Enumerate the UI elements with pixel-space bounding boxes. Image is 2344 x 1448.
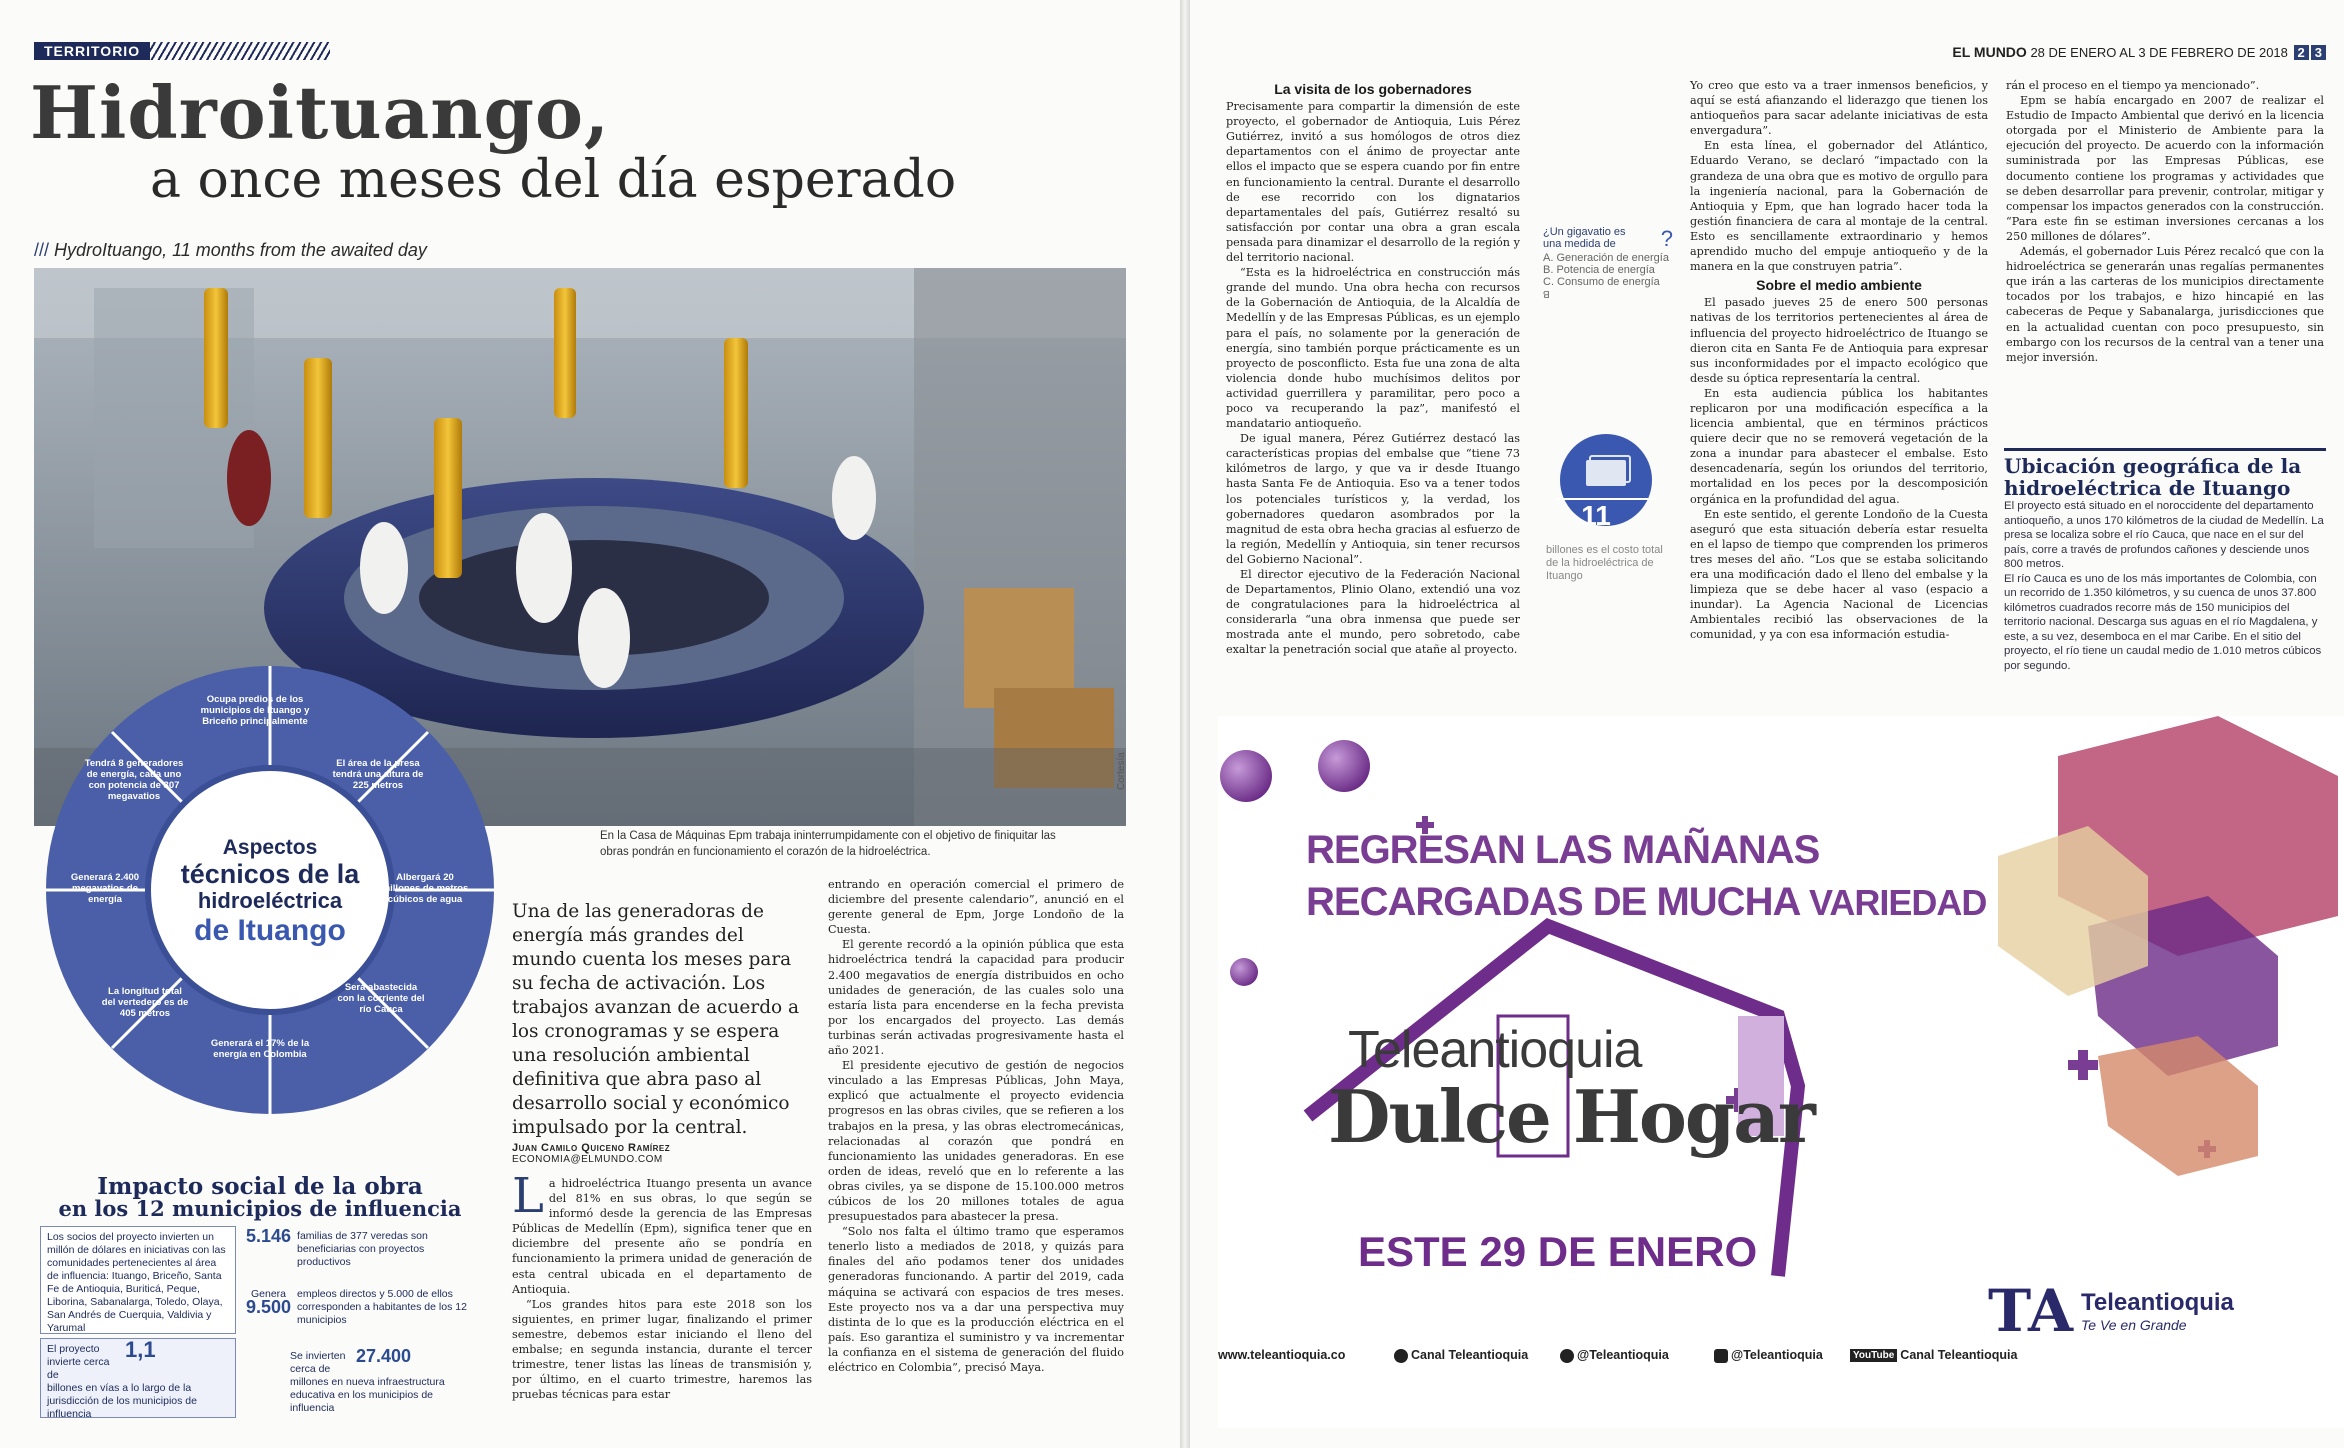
page-number-3: 3	[2311, 45, 2326, 60]
ad-line-2b: VARIEDAD	[1808, 882, 1987, 923]
quiz-option-a: A. Generación de energía	[1543, 252, 1669, 264]
fact-number: 11	[1581, 500, 1611, 531]
fact-box	[1546, 430, 1666, 583]
quiz-question: ¿Un gigavatio es una medida de	[1543, 226, 1626, 250]
impacto-title-2: en los 12 municipios de influencia	[58, 1196, 462, 1221]
headline: Hidroituango,	[30, 70, 611, 155]
teleantioquia-ad	[1218, 716, 2344, 1428]
quiz-mark: ?	[1660, 226, 1673, 251]
ad-show-1: Teleantioquia	[1348, 1021, 1642, 1079]
rc2-p3: El pasado jueves 25 de enero 500 personas nativas de los territorios pertenecientes al área de influencia del proyecto hidroeléctrico de Ituango se dieron cita en Santa Fe de Antioquia para expresar sus inconformidades por el impacto ecológico que desde su óptica representaría la central.	[1690, 296, 1988, 385]
stat-familias-text: familias de 377 veredas son beneficiarias con proyectos productivos	[297, 1230, 428, 1268]
rc2-p2: En esta línea, el gobernador del Atlántico, Eduardo Verano, se declaró “impactado con la grandeza de una obra que es motivo de orgullo para la ingeniería nacional, para la Gobernación de Antioquia y Epm, que han logrado hacer toda la gestión financiera de cara al montaje de la central. Esto es sencillamente extraordinario y hemos aprendido mucho del empuje antioqueño y de la manera en la que construyen patria”.	[1690, 139, 1988, 274]
photo-caption: En la Casa de Máquinas Epm trabaja ininterrumpidamente con el objetivo de finiquitar las obras pondrán en funcionamiento el corazón de la hidroeléctrica.	[600, 830, 1056, 858]
impacto-box-inversion: Los socios del proyecto invierten un millón de dólares en iniciativas con las comunidades pertenecientes al área de influencia: Ituango, Briceño, Santa Fe de Antioquia, Buriticá, Peque, Liborina, Sabanalarga, Toledo, Olaya, San Andrés de Cuerquia, Valdivia y Yarumal	[40, 1226, 236, 1334]
stat-educacion-text: millones en nueva infraestructura educativa en los municipios de influencia	[290, 1376, 445, 1414]
rc2-p1: Yo creo que esto va a traer inmensos beneficios, y aquí se está afianzando el liderazgo que tienen los antioqueños para sacar adelante iniciativas de esta envergadura”.	[1690, 79, 1988, 138]
ad-date: ESTE 29 DE ENERO	[1358, 1228, 1758, 1275]
rc3-p3: Además, el gobernador Luis Pérez recalcó que con la hidroeléctrica se generarán unas regalías permanentes que irán a las carteras de los municipios directamente tocados por los trabajos, e hizo hincapié en las cabeceras de Peque y Sabanalarga, jurisdicciones que en la actualidad cuentan con poco presupuesto, sin embargo con los recursos de la central van a tener una mejor inversión.	[2006, 245, 2324, 364]
twitter-icon	[1560, 1349, 1574, 1363]
instagram-icon	[1714, 1349, 1728, 1363]
stat-empleos-prefix: Genera	[251, 1288, 287, 1300]
heading-medio: Sobre el medio ambiente	[1756, 277, 1922, 294]
col2-p4: “Solo nos falta el último tramo que esperamos tenerlo listo a mediados de 2018, y quizás para finales del año podamos tener dos unidades generadoras funcionando. A partir del 2019, cada máquina se activará con espacios de tres meses. Este proyecto nos va a dar una perspectiva muy distinta de lo que es la producción eléctrica en el país. Eso garantiza el suministro y va incrementar la confianza en el sistema de generación del fluido eléctrico en Colombia”, precisó Maya.	[828, 1225, 1124, 1374]
impacto-title-1: Impacto social de la obra	[97, 1173, 423, 1200]
stat-empleos-text: empleos directos y 5.000 de ellos corresponden a habitantes de los 12 municipios	[297, 1288, 467, 1326]
ubicacion-p1: El proyecto está situado en el noroccidente del departamento antioqueño, a unos 170 kilómetros de la ciudad de Medellín. La presa se localiza sobre el río Cauca, que nace en el sur del país, corre a través de profundos cañones y desciende unos 800 metros.	[2004, 500, 2324, 570]
rc2-p4: En esta audiencia pública los habitantes replicaron por una modificación específica a la licencia ambiental, que en términos prácticos quiere decir que no se removerá vegetación de la zona a inundar para abastecer el embalse. Esto desencadenaría, según los oriundos del territorio, mortalidad en los peces por la descomposición orgánica en la profundidad del agua.	[1690, 386, 1988, 506]
brand-name: Teleantioquia	[2081, 1289, 2234, 1316]
rc1-p3: De igual manera, Pérez Gutiérrez destacó las características propias del embalse que “tiene 73 kilómetros de largo, y que va ir desde Ituango hasta Santa Fe de Antioquia. Eso va a tener todos los potenciales turísticos y, la verdad, los gobernadores quedaron asombrados por la magnitud de esta obra hecha gracias al esfuerzo de la región, Medellín y Antioquia, sin tener recursos del Gobierno Nacional”.	[1226, 432, 1520, 566]
vias-prefix: El proyecto invierte cerca de	[47, 1343, 110, 1381]
kicker-text: HydroItuango, 11 months from the awaited day	[54, 240, 427, 260]
vias-text: billones en vías a lo largo de la jurisdicción de los municipios de influencia	[47, 1382, 197, 1420]
section-tag: TERRITORIO	[34, 42, 150, 60]
wheel-segment-6: La longitud total del vertedero es de 405 metros	[101, 986, 189, 1019]
ad-youtube-link[interactable]: YouTube Canal Teleantioquia	[1850, 1348, 2017, 1362]
fact-text: billones es el costo total de la hidroeléctrica de Ituango	[1546, 544, 1663, 582]
ad-line-2a: RECARGADAS DE MUCHA	[1306, 880, 1799, 924]
wheel-segment-7: Generará 2.400 megavatios de energía	[70, 872, 140, 905]
stat-empleos	[246, 1288, 480, 1327]
rc1-p2: “Esta es la hidroeléctrica en construcción más grande del mundo. Una obra hecha con recursos de la Gobernación de Antioquia, de la Alcaldía de Medellín y de las Empresas Públicas, es un ejemplo para el país, no solamente por la generación de energía, sino también porque prácticamente es un proyecto de posconflicto. Esta fue una zona de alta violencia donde hubo muchísimos delitos por actividad guerrillera y paramilitar, pero poco a poco va recuperando la paz”, manifestó el mandatario antioqueño.	[1226, 266, 1520, 431]
masthead-date: 28 DE ENERO AL 3 DE FEBRERO DE 2018	[2030, 45, 2288, 60]
right-column-2	[1690, 78, 1988, 642]
masthead-paper: EL MUNDO	[1952, 44, 2027, 60]
ubicacion-p2: El río Cauca es uno de los más importantes de Colombia, con un recorrido de 1.350 kilómetros, y su cuenca de unos 37.800 kilómetros cuadrados recorre más de 150 municipios del territorio nacional. Descarga sus aguas en el río Magdalena, y este, a su vez, desemboca en el mar Caribe. En el sitio del proyecto, el río tiene un caudal medio de 1.010 metros cúbicos por segundo.	[2004, 572, 2322, 672]
ad-twitter-link[interactable]: @Teleantioquia	[1560, 1348, 1669, 1363]
article-column-2	[828, 877, 1124, 1375]
vias-row	[47, 1337, 229, 1382]
heading-visita: La visita de los gobernadores	[1274, 81, 1472, 97]
wheel-title-4: de Ituango	[194, 914, 346, 947]
quiz-answer: B	[1543, 288, 1550, 299]
subheadline: a once meses del día esperado	[150, 150, 957, 210]
rc3-p1: rán el proceso en el tiempo ya mencionado”.	[2006, 79, 2260, 92]
wheel-center	[148, 836, 392, 948]
col2-p1: entrando en operación comercial el primero de diciembre del presente calendario”, anunció en el gerente general de Epm, Jorge Londoño de la Cuesta.	[828, 878, 1124, 937]
ad-brand	[1988, 1277, 2234, 1345]
col1-p2: “Los grandes hitos para este 2018 son los siguientes, en primer lugar, finalizando el primer semestre, debemos estar iniciando el lleno del embalse; en segunda instancia, durante el tercer trimestre, tener listas las líneas de transmisión y, por último, en el cuarto trimestre, haremos las pruebas técnicas para estar	[512, 1297, 812, 1402]
brand-text-block	[2081, 1289, 2234, 1333]
stat-empleos-block	[246, 1288, 291, 1327]
quiz-header	[1543, 226, 1673, 252]
wheel-segment-4: Será abastecida con la corriente del río Cauca	[337, 982, 425, 1015]
rc1-p1: Precisamente para compartir la dimensión de este proyecto, el gobernador de Antioquia, Luis Pérez Gutiérrez, invitó a sus homólogos de otros diez departamentos con el ánimo de proyectar ante ellos el impacto que se espera cuando por fin entre en funcionamiento la central. Durante el desarrollo de ese recorrido con los dignatarios departamentales del país, Gutiérrez resaltó su satisfacción por contar una obra a gran escala pensada para dinamizar el desarrollo de la región y del territorio nacional.	[1226, 100, 1520, 265]
stat-familias-number: 5.146	[246, 1226, 292, 1246]
stat-educacion-row	[290, 1346, 480, 1376]
drop-cap: L	[512, 1168, 544, 1224]
byline	[512, 1142, 670, 1165]
page-number-2: 2	[2294, 45, 2309, 60]
stat-educacion	[290, 1346, 480, 1415]
right-column-3	[2006, 78, 2324, 365]
ad-website-link[interactable]: www.teleantioquia.co	[1218, 1348, 1346, 1362]
ad-show-2: Dulce Hogar	[1328, 1074, 1814, 1159]
ad-line-2	[1306, 880, 1986, 925]
impacto-box-vias	[40, 1338, 236, 1418]
intro-lede: Una de las generadoras de energía más grandes del mundo cuenta los meses para su fecha de activación. Los trabajos avanzan de acuerdo a los cronogramas y se espera una resolución ambiental definitiva que abra paso al desarrollo social y económico impulsado por la central.	[512, 901, 800, 1138]
quiz-option-c: C. Consumo de energía	[1543, 276, 1660, 288]
col2-p3: El presidente ejecutivo de gestión de negocios vinculado a las Empresas Públicas, John Maya, explicó que actualmente el proyecto evidencia progresos en las obras civiles, que se refieren a los trabajos en la presa, y las obras electromecánicas, relacionadas al corazón que pondrá en funcionamiento las unidades generadoras. En ese orden de ideas, reveló que en lo referente a las obras civiles, ya se dispone de 15.100.000 metros cúbicos de los 20 millones totales de agua presupuestados para abastecer la presa.	[828, 1059, 1124, 1224]
col2-p2: El gerente recordó a la opinión pública que esta hidroeléctrica tendrá la capacidad para producir 2.400 megavatios de energía distribuidos en ocho unidades de generación, de las cuales solo una estaría lista para encenderse en la fecha prevista por los encargados del proyecto. Las demás turbinas serán activadas progresivamente hasta el año 2021.	[828, 938, 1124, 1058]
wheel-segment-5: Generará el 17% de la energía en Colombia	[210, 1038, 310, 1060]
stat-educacion-number: 27.400	[356, 1346, 412, 1366]
impacto-infographic	[40, 1226, 480, 1422]
wheel-segment-8: Tendrá 8 generadores de energía, cada uno con potencia de 307 megavatios	[84, 758, 184, 802]
byline-name: Juan Camilo Quiceno Ramírez	[512, 1142, 671, 1154]
photo-credit: Cortesía	[1116, 752, 1127, 790]
ubicacion-box	[2004, 448, 2326, 673]
stat-empleos-number: 9.500	[246, 1297, 292, 1317]
wheel-segment-1: Ocupa predios de los municipios de Ituango y Briceño principalmente	[200, 694, 310, 727]
rc2-p5: En este sentido, el gerente Londoño de la Cuesta aseguró que esta situación debería estar resuelta en el lapso de tiempo que comprenden los primeros tres meses del año. “Los que se estaba solicitando era una modificación dado el lleno del embalse y la limpieza que se debe hacer al vaso (espacio a inundar). La Agencia Nacional de Licencias Ambientales recibió las observaciones de la comunidad, y ya con esa información estudia-	[1690, 507, 1988, 642]
stat-educacion-prefix: Se invierten cerca de	[290, 1350, 346, 1375]
impacto-title	[40, 1173, 480, 1221]
wheel-segment-3: Albergará 20 millones de metros cúbicos de agua	[381, 872, 469, 905]
kicker-slashes: ///	[34, 240, 50, 260]
right-page	[1190, 0, 2344, 1448]
wheel-segment-2: El área de la presa tendrá una altura de 225 metros	[332, 758, 424, 791]
wheel-title-3: hidroeléctrica	[197, 888, 343, 913]
facebook-icon	[1394, 1349, 1408, 1363]
col1-p1: a hidroeléctrica Ituango presenta un avance del 81% en sus obras, lo que según se informó desde la gerencia de las Empresas Públicas de Medellín (Epm), significa tener que en diciembre del presente año se pondría en funcionamiento la primera unidad de generación de esta central ubicada en el departamento de Antioquia.	[512, 1177, 812, 1296]
byline-email: ECONOMIA@ELMUNDO.COM	[512, 1154, 663, 1165]
wheel-title-1: Aspectos	[222, 836, 318, 859]
brand-tagline: Te Ve en Grande	[2081, 1317, 2187, 1333]
article-column-1	[512, 1168, 812, 1402]
ubicacion-title: Ubicación geográfica de la hidroeléctrica de Ituango	[2004, 448, 2326, 499]
brand-logo-icon: TA	[1988, 1277, 2073, 1345]
right-column-1	[1226, 78, 1520, 658]
quiz-box	[1543, 226, 1673, 299]
ad-line-1: REGRESAN LAS MAÑANAS	[1306, 828, 1820, 872]
kicker	[34, 240, 427, 261]
aspects-wheel	[40, 660, 500, 1120]
wheel-title-2: técnicos de la	[180, 859, 360, 889]
rc3-p2: Epm se había encargado en 2007 de realizar el Estudio de Impacto Ambiental que derivó en la licencia otorgada por el Ministerio de Ambiente para la ejecución del proyecto. De acuerdo con la información suministrada por las Empresas Públicas, ese documento contiene los programas y actividades que se deben desarrollar para prevenir, controlar, mitigar y compensar los impactos generados con la construcción. “Para este fin se estiman inversiones cercanas a los 250 millones de dólares”.	[2006, 94, 2324, 243]
section-hatch	[140, 42, 330, 60]
vias-number: 1,1	[125, 1337, 156, 1362]
page-gutter	[1180, 0, 1190, 1448]
youtube-icon: YouTube	[1850, 1349, 1897, 1362]
ad-instagram-link[interactable]: @Teleantioquia	[1714, 1348, 1823, 1363]
rc1-p4: El director ejecutivo de la Federación Nacional de Departamentos, Plinio Olano, extendió una voz de congratulaciones para la hidroeléctrica al considerarla “una obra inmensa que puede ser mostrada ante el mundo, pero sobretodo, cabe exaltar la penetración social que atañe al proyecto.	[1226, 568, 1520, 657]
stat-familias	[246, 1226, 480, 1269]
masthead	[1952, 44, 2326, 60]
quiz-option-b: B. Potencia de energía	[1543, 264, 1655, 276]
ad-facebook-link[interactable]: Canal Teleantioquia	[1394, 1348, 1528, 1363]
